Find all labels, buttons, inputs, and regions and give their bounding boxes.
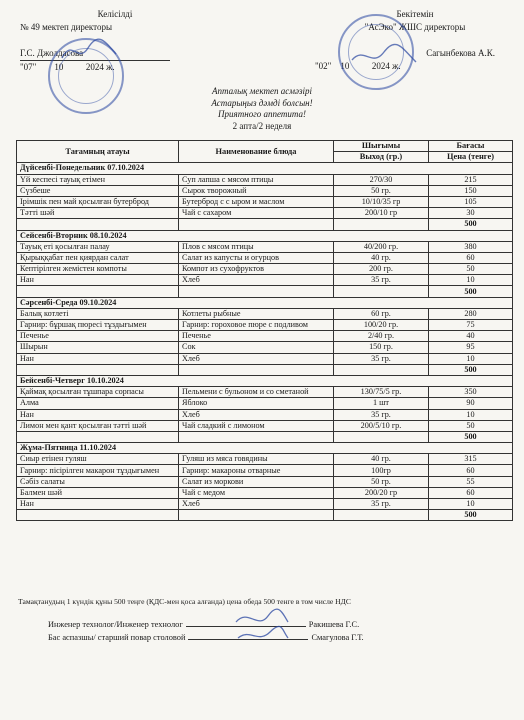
price-cell: 105	[429, 196, 513, 207]
portion-cell	[334, 431, 429, 442]
dish-name-ru: Салат из моркови	[179, 476, 334, 487]
price-cell: 500	[429, 286, 513, 297]
table-row	[17, 353, 513, 364]
price-cell: 350	[429, 387, 513, 398]
table-row	[17, 252, 513, 263]
table-row	[17, 275, 513, 286]
heading-line: Приятного аппетита!	[218, 109, 306, 119]
portion-cell: 200 гр.	[334, 264, 429, 275]
day-title: Бейсенбі-Четверг 10.10.2024	[17, 375, 513, 386]
week-label: 2 апта/2 неделя	[232, 120, 292, 131]
portion-cell	[334, 510, 429, 521]
portion-cell: 2/40 гр.	[334, 331, 429, 342]
column-header: Наименование блюда	[179, 141, 334, 163]
signature-line-technologist	[48, 620, 359, 629]
day-title: Сәрсенбі-Среда 09.10.2024	[17, 297, 513, 308]
price-cell: 10	[429, 275, 513, 286]
dish-name-kz: Нан	[17, 353, 179, 364]
portion-cell: 1 шт	[334, 398, 429, 409]
table-row	[17, 465, 513, 476]
signature-role: Бас аспазшы/ старший повар столовой	[48, 633, 186, 642]
price-cell: 60	[429, 487, 513, 498]
dish-name-kz: Сүзбеше	[17, 185, 179, 196]
approval-label: Бекітемін	[396, 9, 434, 19]
price-cell: 150	[429, 185, 513, 196]
portion-cell: 270/30	[334, 174, 429, 185]
dish-name-ru: Хлеб	[179, 499, 334, 510]
total-row	[17, 510, 513, 521]
table-row	[17, 342, 513, 353]
signature	[350, 42, 420, 72]
dish-name-ru: Сок	[179, 342, 334, 353]
portion-cell: 100гр	[334, 465, 429, 476]
price-cell: 50	[429, 420, 513, 431]
portion-cell: 10/10/35 гр	[334, 196, 429, 207]
portion-cell: 40 гр.	[334, 454, 429, 465]
approver-title: № 49 мектеп директоры	[20, 22, 113, 32]
portion-cell: 200/20 гр	[334, 487, 429, 498]
column-header: Выход (гр.)	[334, 152, 429, 163]
portion-cell: 200/5/10 гр.	[334, 420, 429, 431]
heading-line: Апталық мектеп асмәзірі	[212, 86, 312, 96]
menu-table	[16, 140, 513, 521]
dish-name-ru: Пельмени с бульоном и со сметаной	[179, 387, 334, 398]
signature	[60, 36, 120, 66]
price-cell: 10	[429, 499, 513, 510]
dish-name-ru: Чай с сахаром	[179, 208, 334, 219]
portion-cell: 40/200 гр.	[334, 241, 429, 252]
dish-name-ru: Суп лапша с мясом птицы	[179, 174, 334, 185]
dish-name-kz: Нан	[17, 409, 179, 420]
day-title: Дүйсенбі-Понедельник 07.10.2024	[17, 163, 513, 174]
table-row	[17, 241, 513, 252]
price-cell: 500	[429, 431, 513, 442]
dish-name-ru	[179, 431, 334, 442]
dish-name-kz: Лимон мен қант қосылған тәтті шәй	[17, 420, 179, 431]
day-header-row	[17, 163, 513, 174]
dish-name-kz: Тәтті шәй	[17, 208, 179, 219]
signature-line-chef	[48, 633, 364, 642]
table-row	[17, 208, 513, 219]
price-cell: 90	[429, 398, 513, 409]
price-cell: 315	[429, 454, 513, 465]
portion-cell: 130/75/5 гр.	[334, 387, 429, 398]
price-cell: 40	[429, 331, 513, 342]
column-header: Цена (тенге)	[429, 152, 513, 163]
dish-name-ru	[179, 219, 334, 230]
dish-name-ru: Гарнир: гороховое пюре с подливом	[179, 320, 334, 331]
table-row	[17, 398, 513, 409]
price-cell: 60	[429, 465, 513, 476]
table-row	[17, 409, 513, 420]
column-header: Тағамның атауы	[17, 141, 179, 163]
dish-name-ru: Котлеты рыбные	[179, 308, 334, 319]
portion-cell: 50 гр.	[334, 476, 429, 487]
dish-name-kz: Алма	[17, 398, 179, 409]
dish-name-kz: Нан	[17, 275, 179, 286]
table-row	[17, 387, 513, 398]
table-row	[17, 454, 513, 465]
dish-name-ru: Гуляш из мяса говядины	[179, 454, 334, 465]
dish-name-kz: Қаймақ қосылған тұшпара сорпасы	[17, 387, 179, 398]
day-header-row	[17, 443, 513, 454]
total-row	[17, 431, 513, 442]
menu-heading	[170, 86, 354, 132]
approver-name: Сагынбекова А.К.	[426, 48, 495, 58]
price-cell: 55	[429, 476, 513, 487]
price-cell: 215	[429, 174, 513, 185]
dish-name-kz: Шырын	[17, 342, 179, 353]
table-row	[17, 308, 513, 319]
portion-cell: 100/20 гр.	[334, 320, 429, 331]
dish-name-ru: Хлеб	[179, 409, 334, 420]
dish-name-ru: Гарнир: макароны отварные	[179, 465, 334, 476]
signature-name: Смагулова Г.Т.	[311, 633, 364, 642]
dish-name-ru: Компот из сухофруктов	[179, 264, 334, 275]
column-header: Бағасы	[429, 141, 513, 152]
dish-name-ru: Чай с медом	[179, 487, 334, 498]
day-title: Жұма-Пятница 11.10.2024	[17, 443, 513, 454]
dish-name-ru	[179, 286, 334, 297]
dish-name-kz: Печенье	[17, 331, 179, 342]
dish-name-kz: Балмен шәй	[17, 487, 179, 498]
menu-body	[17, 163, 513, 521]
column-header: Шығымы	[334, 141, 429, 152]
dish-name-ru: Чай сладкий с лимоном	[179, 420, 334, 431]
portion-cell: 35 гр.	[334, 275, 429, 286]
portion-cell: 35 гр.	[334, 353, 429, 364]
price-cell: 50	[429, 264, 513, 275]
portion-cell: 40 гр.	[334, 252, 429, 263]
dish-name-kz	[17, 286, 179, 297]
price-cell: 10	[429, 353, 513, 364]
dish-name-ru	[179, 510, 334, 521]
heading-line: Астарыңыз дәмді болсын!	[211, 97, 313, 108]
day-header-row	[17, 375, 513, 386]
price-cell: 10	[429, 409, 513, 420]
dish-name-kz: Тауық еті қосылған палау	[17, 241, 179, 252]
day-header-row	[17, 230, 513, 241]
portion-cell	[334, 364, 429, 375]
dish-name-kz: Балық котлеті	[17, 308, 179, 319]
signature-role: Инженер технолог/Инженер технолог	[48, 620, 183, 629]
day-title: Сейсенбі-Вторник 08.10.2024	[17, 230, 513, 241]
portion-cell: 50 гр.	[334, 185, 429, 196]
dish-name-kz: Нан	[17, 499, 179, 510]
dish-name-kz	[17, 364, 179, 375]
dish-name-kz: Қырыққабат пен қиярдан салат	[17, 252, 179, 263]
price-cell: 30	[429, 208, 513, 219]
approval-label: Келісілді	[97, 9, 133, 19]
approval-date: "07" 10 2024 ж.	[20, 62, 115, 72]
table-row	[17, 185, 513, 196]
portion-cell: 35 гр.	[334, 499, 429, 510]
signature	[232, 608, 292, 648]
dish-name-ru: Хлеб	[179, 275, 334, 286]
approver-name: Г.С. Джолдасова	[20, 47, 170, 61]
price-cell: 500	[429, 364, 513, 375]
dish-name-ru: Яблоко	[179, 398, 334, 409]
total-row	[17, 364, 513, 375]
table-row	[17, 499, 513, 510]
dish-name-kz	[17, 431, 179, 442]
dish-name-kz: Сиыр етінен гуляш	[17, 454, 179, 465]
dish-name-kz: Кептірілген жемістен компоты	[17, 264, 179, 275]
portion-cell: 35 гр.	[334, 409, 429, 420]
table-row	[17, 331, 513, 342]
portion-cell	[334, 286, 429, 297]
table-row	[17, 420, 513, 431]
dish-name-ru: Салат из капусты и огурцов	[179, 252, 334, 263]
dish-name-ru: Печенье	[179, 331, 334, 342]
portion-cell	[334, 219, 429, 230]
dish-name-kz: Гарнир: бұршақ пюресі тұздығымен	[17, 320, 179, 331]
price-cell: 500	[429, 510, 513, 521]
dish-name-kz	[17, 510, 179, 521]
dish-name-kz	[17, 219, 179, 230]
dish-name-kz: Ірімшік пен май қосылған бутерброд	[17, 196, 179, 207]
day-header-row	[17, 297, 513, 308]
table-row	[17, 264, 513, 275]
table-row	[17, 487, 513, 498]
table-row	[17, 174, 513, 185]
dish-name-ru: Сырок творожный	[179, 185, 334, 196]
portion-cell: 60 гр.	[334, 308, 429, 319]
dish-name-kz: Сәбіз салаты	[17, 476, 179, 487]
price-cell: 380	[429, 241, 513, 252]
dish-name-ru	[179, 364, 334, 375]
portion-cell: 200/10 гр	[334, 208, 429, 219]
dish-name-ru: Хлеб	[179, 353, 334, 364]
total-row	[17, 286, 513, 297]
price-cell: 95	[429, 342, 513, 353]
approver-title: "АсЭко" ЖШС директоры	[364, 22, 466, 32]
table-row	[17, 320, 513, 331]
dish-name-ru: Бутерброд с с ыром и маслом	[179, 196, 334, 207]
price-cell: 60	[429, 252, 513, 263]
signature-name: Ракишева Г.С.	[308, 620, 360, 629]
total-row	[17, 219, 513, 230]
dish-name-kz: Гарнир: пісірілген макарон тұздығымен	[17, 465, 179, 476]
dish-name-kz: Үй кеспесі тауық етімен	[17, 174, 179, 185]
table-row	[17, 476, 513, 487]
price-cell: 75	[429, 320, 513, 331]
table-row	[17, 196, 513, 207]
price-cell: 280	[429, 308, 513, 319]
price-cell: 500	[429, 219, 513, 230]
approval-date: "02" 10 2024 ж.	[315, 61, 401, 71]
price-footnote: Тамақтанудың 1 күндік құны 500 теңге (ҚДС-мен қоса алғанда) цена обеда 500 тенге в том числе НДС	[18, 597, 351, 606]
portion-cell: 150 гр.	[334, 342, 429, 353]
dish-name-ru: Плов с мясом птицы	[179, 241, 334, 252]
